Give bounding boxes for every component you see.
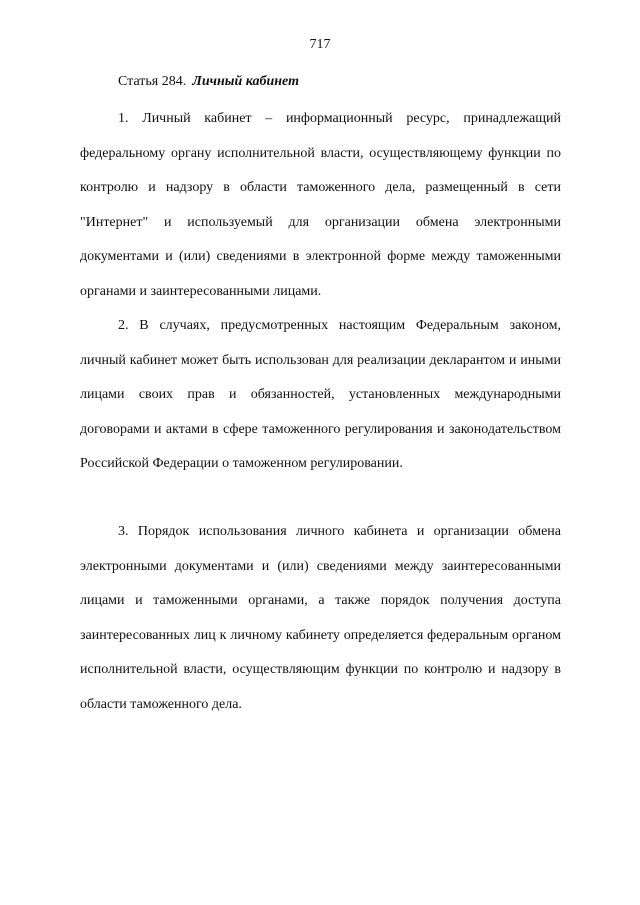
paragraph-1: 1. Личный кабинет – информационный ресурс, принадлежащий федеральному органу исполнительной власти, осуществляющему функции по контролю и надзору в области таможенного дела, размещенный в сети "Интернет" и используемый для организации обмена электронными документами и (или) сведениями в электронной форме между таможенными органами и заинтересованными лицами. (80, 111, 561, 299)
article-heading (118, 73, 299, 91)
article-label: Статья 284. (118, 74, 187, 89)
paragraph-2: 2. В случаях, предусмотренных настоящим Федеральным законом, личный кабинет может быть использован для реализации декларантом и иными лицами своих прав и обязанностей, установленных международными договорами и актами в сфере таможенного регулирования и законодательством Российской Федерации о таможенном регулировании. (80, 318, 561, 471)
paragraph-3: 3. Порядок использования личного кабинета и организации обмена электронными документами и (или) сведениями между заинтересованными лицами и таможенными органами, а также порядок получения доступа заинтересованных лиц к личному кабинету определяется федеральным органом исполнительной власти, осуществляющим функции по контролю и надзору в области таможенного дела. (80, 524, 561, 712)
page-number: 717 (309, 37, 331, 52)
article-title: Личный кабинет (192, 74, 299, 89)
